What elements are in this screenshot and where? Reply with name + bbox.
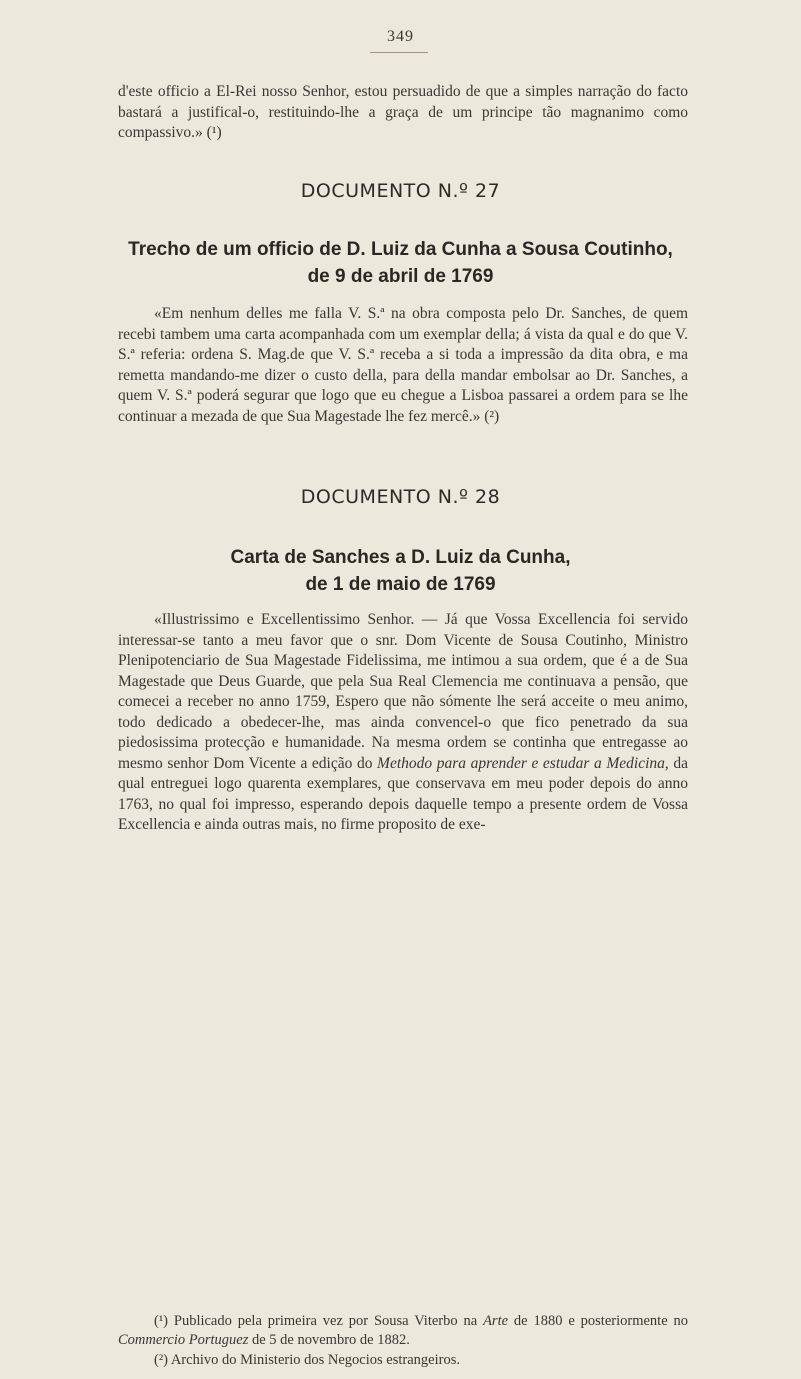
doc28-heading: DOCUMENTO N.º 28	[300, 486, 501, 508]
book-title: Methodo para aprender e estudar a Medicina	[377, 754, 665, 772]
page-number: 349	[387, 28, 414, 45]
footnote-2: (²) Archivo do Ministerio dos Negocios estrangeiros.	[154, 1352, 460, 1368]
intro-paragraph: d'este officio a El-Rei nosso Senhor, estou persuadido de que a simples narração do facto bastará a justifical-o, restituindo-lhe a graça de um principe tão magnanimo como compassivo.» (¹)	[118, 83, 688, 141]
doc28-title-line2: de 1 de maio de 1769	[305, 574, 496, 595]
footnote-1-text-mid: de 1880 e posteriormente no	[508, 1313, 689, 1329]
footnote-1-text: (¹) Publicado pela primeira vez por Sousa Viterbo na	[154, 1313, 484, 1329]
doc28-body-text: «Illustrissimo e Excellentissimo Senhor. — Já que Vossa Excellencia foi servido interessar-se tanto a meu favor que o snr. Dom Vicente de Sousa Coutinho, Ministro Plenipotenciario de Sua Magestade Fidelissima, me intimou a sua ordem, que é a de Sua Magestade que Deus Guarde, que pela Sua Real Clemencia me continuava a pensão, que comecei a receber no anno 1759, Espero que não sómente lhe será acceite o meu animo, todo dedicado a obedecer-lhe, mas ainda convencel-o que fico penetrado da sua piedosissima protecção e humanidade. Na mesma ordem se continha que entregasse ao mesmo senhor Dom Vicente a edição do	[118, 611, 688, 772]
footnote-1-arte: Arte	[483, 1313, 509, 1329]
footnote-1	[118, 1312, 688, 1350]
doc27-body: «Em nenhum delles me falla V. S.ª na obra composta pelo Dr. Sanches, de quem recebi tambem uma carta acompanhada com um exemplar della; á vista da qual e do que V. S.ª referia: ordena S. Mag.de que V. S.ª receba a si toda a impressão da dita obra, e ma remetta mandando-me dizer o custo della, para della mandar embolsar ao Dr. Sanches, a quem V. S.ª poderá segurar que logo que eu chegue a Lisboa passarei a ordem para se lhe continuar a mezada de que Sua Magestade lhe fez mercê.» (²)	[118, 305, 688, 425]
doc28-title-line1: Carta de Sanches a D. Luiz da Cunha,	[230, 547, 571, 568]
doc27-heading: DOCUMENTO N.º 27	[300, 180, 501, 202]
doc28-body-text-end: , da qual entreguei logo quarenta exemplares, que conservava em meu poder depois do anno 1763, no qual foi impresso, esperando depois daquelle tempo a presente ordem de Vossa Excellencia e ainda outras mais, no firme proposito de exe-	[118, 754, 688, 833]
doc28-body	[118, 610, 688, 836]
footnote-1-commercio: Commercio Portuguez	[118, 1332, 249, 1348]
footnote-1-text-end: de 5 de novembro de 1882.	[248, 1332, 410, 1348]
doc27-title-line2: de 9 de abril de 1769	[307, 266, 494, 287]
header-rule	[370, 52, 428, 53]
doc27-title-line1: Trecho de um officio de D. Luiz da Cunha a Sousa Coutinho,	[128, 239, 673, 260]
